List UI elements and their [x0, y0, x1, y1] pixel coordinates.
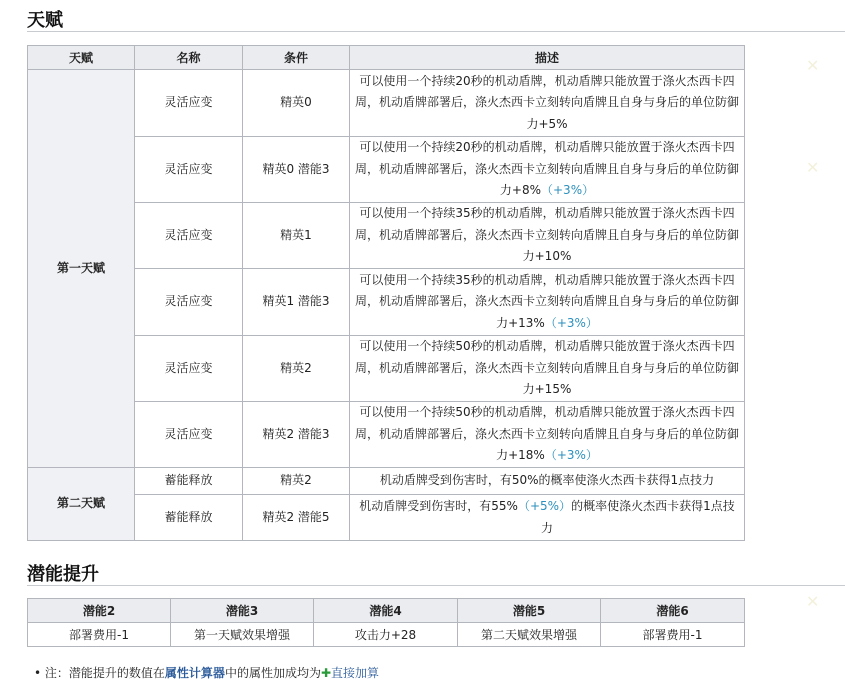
talent-name: 灵活应变 — [135, 70, 243, 137]
talent-condition: 精英2 潜能5 — [243, 495, 350, 541]
talent-description — [350, 402, 745, 468]
background-sparkle-icon: ✕ — [806, 56, 820, 75]
talent-condition: 精英0 — [243, 70, 350, 137]
talent-name: 蓄能释放 — [135, 468, 243, 495]
bonus-value: （+3%） — [544, 448, 598, 463]
talent-condition: 精英1 潜能3 — [243, 269, 350, 336]
bonus-value: （+3%） — [541, 183, 595, 198]
potential-section-rule — [27, 585, 845, 586]
bonus-value: （+5%） — [517, 499, 572, 513]
talent-group-second: 第二天赋 — [28, 468, 135, 541]
attribute-calculator-link[interactable]: 属性计算器 — [164, 666, 225, 680]
header-condition: 条件 — [243, 46, 350, 70]
description-text: 可以使用一个持续20秒的机动盾牌，机动盾牌只能放置于涤火杰西卡四周，机动盾牌部署后，涤火杰西卡立刻转向盾牌且自身与身后的单位防御力+5% — [354, 73, 739, 131]
header-potential-3: 潜能3 — [171, 599, 314, 623]
header-potential-6: 潜能6 — [601, 599, 745, 623]
description-text: 机动盾牌受到伤害时，有50%的概率使涤火杰西卡获得1点技力 — [379, 473, 715, 488]
direct-addition-link[interactable]: 直接加算 — [331, 666, 380, 680]
talent-name: 灵活应变 — [135, 203, 243, 269]
talent-condition: 精英2 — [243, 468, 350, 495]
talent-name: 蓄能释放 — [135, 495, 243, 541]
talent-name: 灵活应变 — [135, 336, 243, 402]
table-row — [28, 495, 745, 541]
talent-name: 灵活应变 — [135, 137, 243, 203]
talent-condition: 精英2 — [243, 336, 350, 402]
talent-description — [350, 336, 745, 402]
note-text: 中的属性加成均为 — [224, 666, 321, 680]
header-potential-5: 潜能5 — [458, 599, 601, 623]
talent-description — [350, 70, 745, 137]
description-text: 可以使用一个持续50秒的机动盾牌，机动盾牌只能放置于涤火杰西卡四周，机动盾牌部署后，涤火杰西卡立刻转向盾牌且自身与身后的单位防御力+15% — [354, 339, 739, 397]
description-text: 可以使用一个持续35秒的机动盾牌，机动盾牌只能放置于涤火杰西卡四周，机动盾牌部署后，涤火杰西卡立刻转向盾牌且自身与身后的单位防御力+13% — [354, 272, 739, 330]
potential-note — [34, 664, 379, 681]
description-text: 可以使用一个持续35秒的机动盾牌，机动盾牌只能放置于涤火杰西卡四周，机动盾牌部署后，涤火杰西卡立刻转向盾牌且自身与身后的单位防御力+10% — [354, 206, 739, 264]
potential-value: 部署费用-1 — [28, 623, 171, 647]
header-name: 名称 — [135, 46, 243, 70]
header-description: 描述 — [350, 46, 745, 70]
talent-description — [350, 495, 745, 541]
talent-table — [27, 45, 745, 541]
talent-condition: 精英0 潜能3 — [243, 137, 350, 203]
plus-icon: ✚ — [320, 666, 332, 680]
header-potential-2: 潜能2 — [28, 599, 171, 623]
talent-description — [350, 137, 745, 203]
talent-description — [350, 468, 745, 495]
header-talent: 天赋 — [28, 46, 135, 70]
potential-table-header — [28, 599, 745, 623]
table-row — [28, 468, 745, 495]
table-row — [28, 623, 745, 647]
bonus-value: （+3%） — [544, 315, 598, 330]
table-row — [28, 70, 745, 137]
table-row — [28, 269, 745, 336]
background-sparkle-icon: ✕ — [806, 592, 820, 611]
talent-name: 灵活应变 — [135, 402, 243, 468]
talent-name: 灵活应变 — [135, 269, 243, 336]
potential-table — [27, 598, 745, 647]
potential-section-title: 潜能提升 — [27, 564, 99, 585]
talent-group-first: 第一天赋 — [28, 70, 135, 468]
table-row — [28, 137, 745, 203]
talent-condition: 精英1 — [243, 203, 350, 269]
description-text: 的概率使涤火杰西卡获得1点技力 — [540, 499, 735, 535]
table-row — [28, 203, 745, 269]
potential-value: 攻击力+28 — [314, 623, 458, 647]
potential-value: 第一天赋效果增强 — [171, 623, 314, 647]
talent-table-header — [28, 46, 745, 70]
table-row — [28, 402, 745, 468]
background-sparkle-icon: ✕ — [806, 158, 820, 177]
potential-value: 部署费用-1 — [601, 623, 745, 647]
description-text: 机动盾牌受到伤害时，有55% — [359, 499, 518, 513]
header-potential-4: 潜能4 — [314, 599, 458, 623]
note-bullet: • — [34, 666, 42, 680]
potential-value: 第二天赋效果增强 — [458, 623, 601, 647]
note-text: 注：潜能提升的数值在 — [44, 666, 165, 680]
description-text: 可以使用一个持续20秒的机动盾牌，机动盾牌只能放置于涤火杰西卡四周，机动盾牌部署后，涤火杰西卡立刻转向盾牌且自身与身后的单位防御力+8% — [354, 140, 739, 198]
talent-description — [350, 203, 745, 269]
talent-section-rule — [27, 31, 845, 32]
talent-section-title: 天赋 — [27, 10, 63, 31]
table-row — [28, 336, 745, 402]
talent-condition: 精英2 潜能3 — [243, 402, 350, 468]
talent-description — [350, 269, 745, 336]
description-text: 可以使用一个持续50秒的机动盾牌，机动盾牌只能放置于涤火杰西卡四周，机动盾牌部署后，涤火杰西卡立刻转向盾牌且自身与身后的单位防御力+18% — [354, 405, 739, 463]
